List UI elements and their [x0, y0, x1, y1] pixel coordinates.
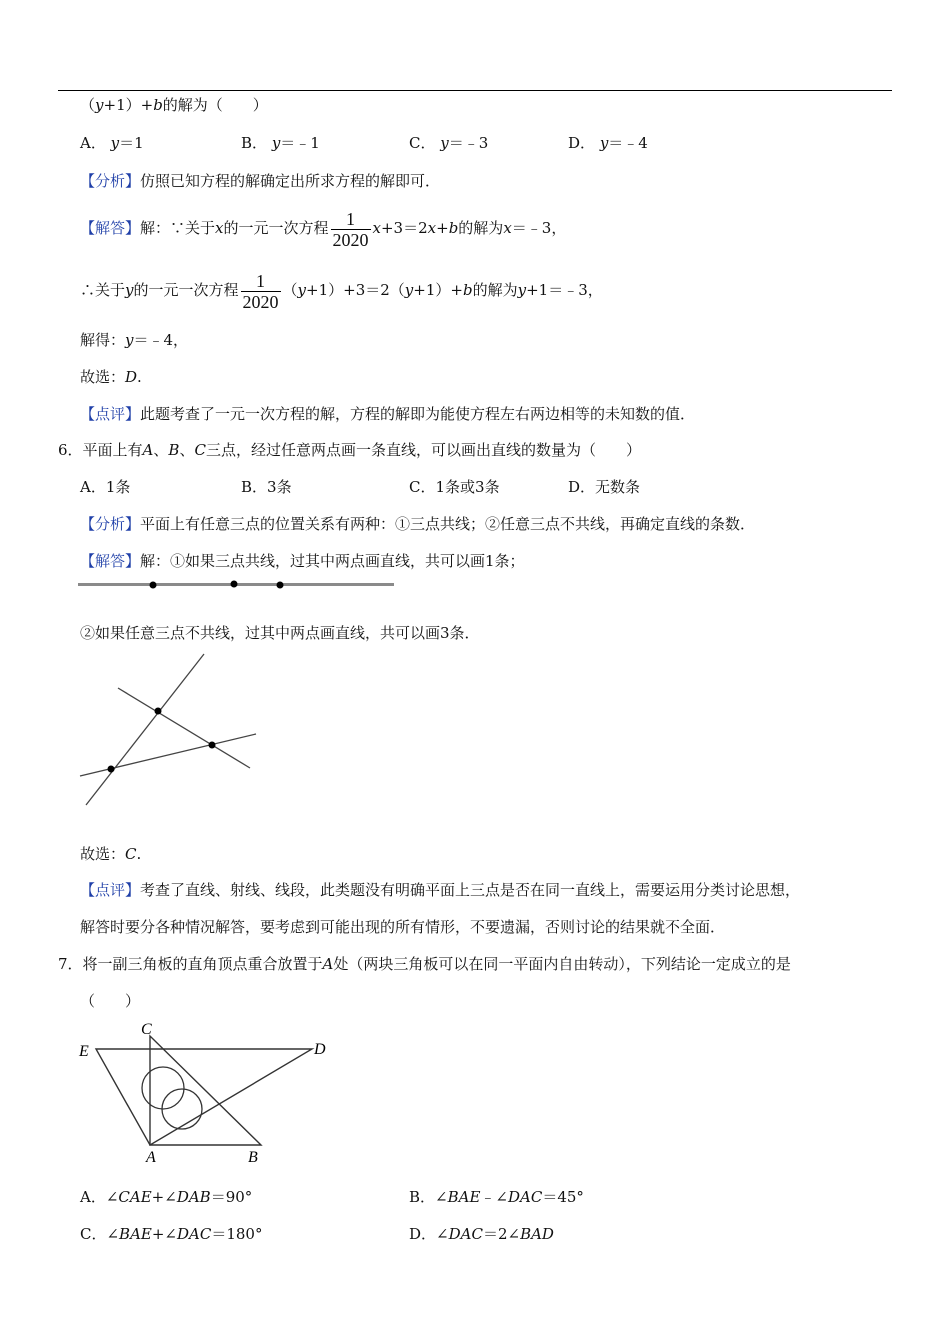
- noncollinear-lines-figure: [78, 652, 260, 810]
- comment-tag: 【点评】: [80, 881, 141, 899]
- point: [231, 581, 238, 588]
- q7-option-c: C．∠BAE+∠DAC＝180°: [80, 1225, 263, 1243]
- q5-stem-continuation: [80, 95, 268, 115]
- q6-comment-line-1: 【点评】考查了直线、射线、线段，此类题没有明确平面上三点是否在同一直线上，需要运用分类讨论思想，: [80, 881, 801, 899]
- q5-choose: 故选：D.: [80, 368, 142, 386]
- q6-option-a: A．1条: [80, 478, 131, 496]
- q6-stem: 6．平面上有A、B、C三点，经过任意两点画一条直线，可以画出直线的数量为（ ）: [58, 441, 641, 459]
- q6-option-d: D．无数条: [568, 478, 641, 496]
- line-2: [118, 688, 250, 768]
- analysis-text: 仿照已知方程的解确定出所求方程的解即可．: [140, 172, 441, 190]
- set-square-acb: [150, 1036, 261, 1145]
- q7-stem: 7．将一副三角板的直角顶点重合放置于A处（两块三角板可以在同一平面内自由转动），下列结论一定成立的是: [58, 955, 791, 973]
- q7-option-a: A．∠CAE+∠DAB＝90°: [80, 1188, 253, 1206]
- label-c: C: [141, 1021, 152, 1038]
- q7-paren: （ ）: [80, 992, 141, 1010]
- q6-answer-line-2: ②如果任意三点不共线，过其中两点画直线，共可以画3条．: [80, 624, 480, 642]
- q5-analysis: [80, 171, 440, 191]
- q5-option-d: D． y＝﹣4: [568, 134, 648, 152]
- q5-answer-line-3: 解得：y＝﹣4，: [80, 331, 189, 349]
- text: 的解为（ ）: [162, 96, 268, 114]
- label-b: B: [248, 1149, 258, 1164]
- label-d: D: [314, 1041, 326, 1058]
- answer-tag: 【解答】: [80, 219, 141, 237]
- text: +1）+: [103, 96, 154, 114]
- point: [277, 582, 284, 589]
- label-a: A: [146, 1149, 156, 1164]
- q5-option-a: A． y＝1: [80, 134, 144, 152]
- q6-choose: 故选：C.: [80, 845, 142, 863]
- q5-option-b: B． y＝﹣1: [241, 134, 320, 152]
- fraction: $\frac{1}{2020}$: [242, 270, 279, 312]
- analysis-tag: 【分析】: [80, 515, 141, 533]
- var: b: [153, 96, 163, 114]
- point: [150, 582, 157, 589]
- q5-option-c: C． y＝﹣3: [409, 134, 489, 152]
- label-e: E: [79, 1043, 89, 1060]
- q5-answer-line-1: 【解答】解：∵关于x的一元一次方程 $\frac{1}{2020}$ x+3＝2x+b的解为x＝﹣3，: [80, 208, 567, 250]
- set-square-aed: [96, 1049, 312, 1145]
- var: y: [95, 96, 104, 114]
- q6-option-c: C．1条或3条: [409, 478, 500, 496]
- point: [108, 766, 115, 773]
- point: [209, 742, 216, 749]
- q5-comment: 【点评】此题考查了一元一次方程的解，方程的解即为能使方程左右两边相等的未知数的值．: [80, 405, 696, 423]
- point: [155, 708, 162, 715]
- q7-option-b: B．∠BAE﹣∠DAC＝45°: [409, 1188, 584, 1206]
- q5-answer-line-2: ∴关于y的一元一次方程 $\frac{1}{2020}$ （y+1）+3＝2（y+1）+b的解为y+1＝﹣3，: [80, 270, 603, 312]
- q6-comment-line-2: 解答时要分各种情况解答，要考虑到可能出现的所有情形，不要遗漏，否则讨论的结果就不全面．: [80, 918, 726, 936]
- collinear-points-figure: [78, 575, 398, 595]
- comment-tag: 【点评】: [80, 405, 141, 423]
- answer-tag: 【解答】: [80, 552, 141, 570]
- analysis-tag: 【分析】: [80, 172, 141, 190]
- q6-analysis: 【分析】平面上有任意三点的位置关系有两种：①三点共线；②任意三点不共线，再确定直线的条数．: [80, 515, 756, 533]
- q7-option-d: D．∠DAC＝2∠BAD: [409, 1225, 554, 1243]
- text: （: [80, 96, 96, 114]
- triangle-boards-figure: [76, 1016, 332, 1164]
- header-rule: [58, 90, 892, 91]
- q6-answer-line-1: 【解答】解：①如果三点共线，过其中两点画直线，共可以画1条；: [80, 552, 525, 570]
- fraction: $\frac{1}{2020}$: [332, 208, 369, 250]
- q6-option-b: B．3条: [241, 478, 292, 496]
